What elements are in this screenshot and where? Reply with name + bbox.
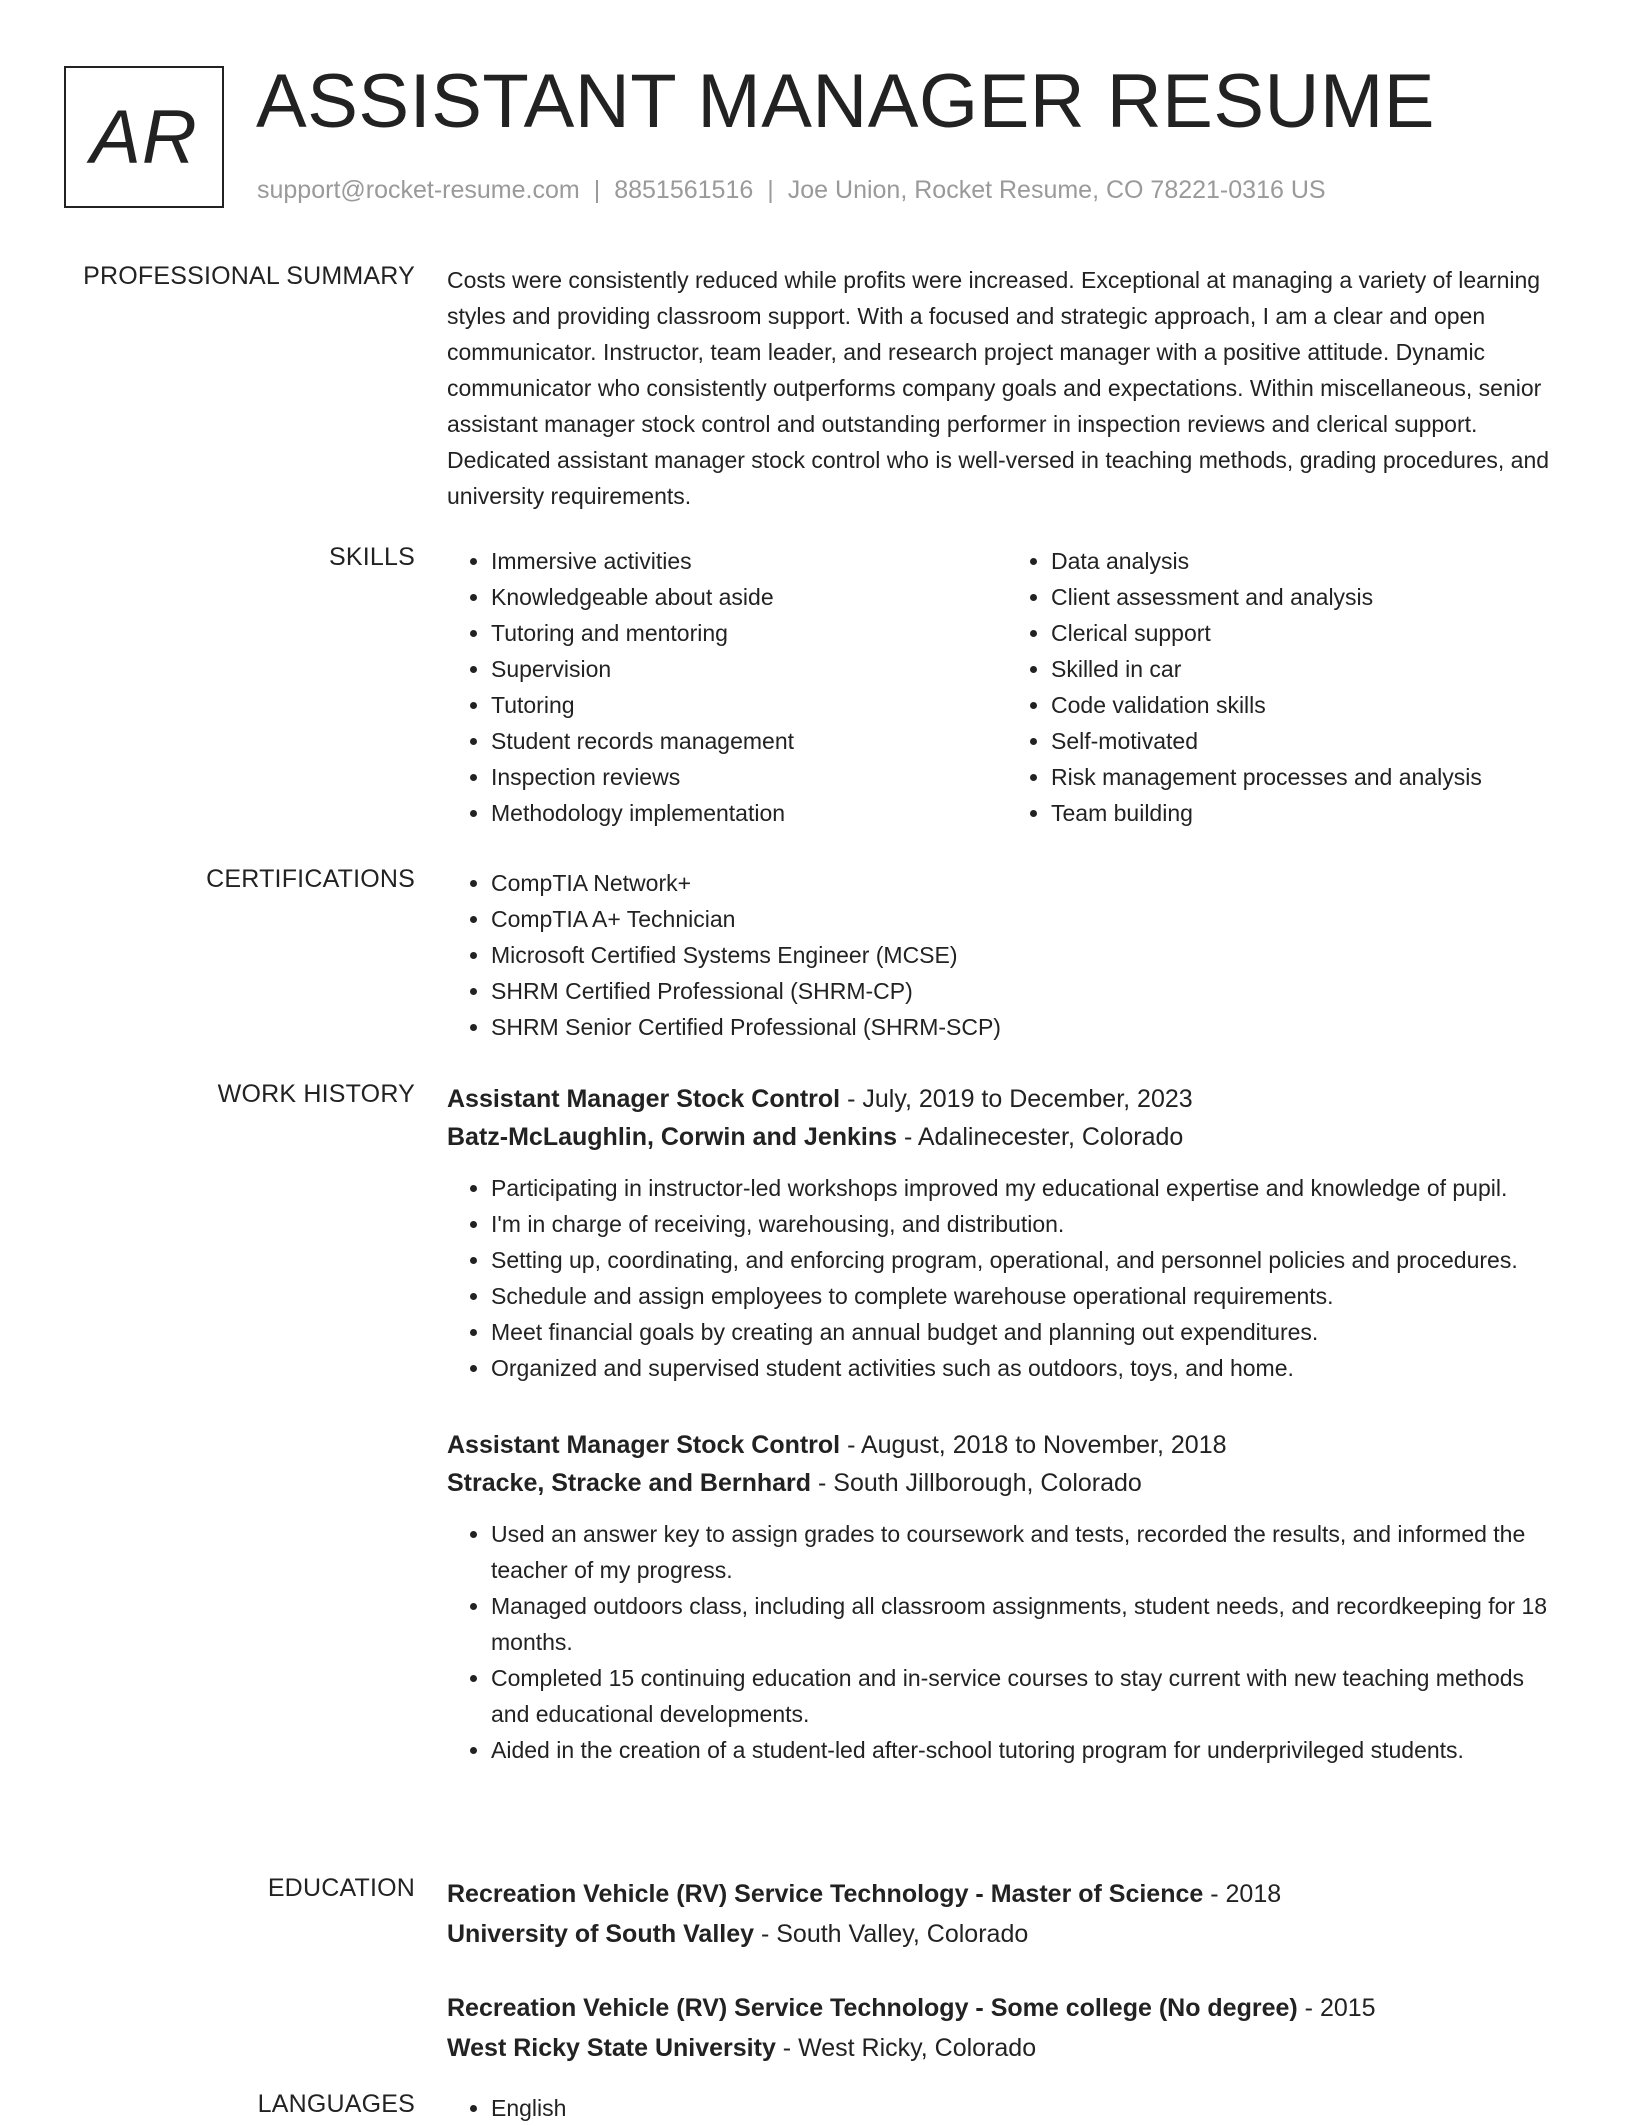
education-entry [447, 1988, 1567, 2068]
job-dates: - August, 2018 to November, 2018 [840, 1431, 1227, 1459]
section-label-certifications: CERTIFICATIONS [206, 865, 415, 893]
job-duty: • Completed 15 continuing education and in-service courses to stay current with new teaching methods and educational developments. [491, 1660, 1567, 1732]
skill-item: • Knowledgeable about aside [491, 579, 1007, 615]
skill-item: • Supervision [491, 651, 1007, 687]
education-location: - South Valley, Colorado [754, 1920, 1029, 1948]
contact-separator: | [767, 176, 774, 204]
skills-list-right [1007, 543, 1567, 831]
job-title: Assistant Manager Stock Control [447, 1085, 841, 1113]
education-degree: Recreation Vehicle (RV) Service Technology - Master of Science [447, 1880, 1204, 1908]
job-company: Batz-McLaughlin, Corwin and Jenkins [447, 1123, 898, 1151]
skill-item: • Tutoring [491, 687, 1007, 723]
skill-item: • Self-motivated [1051, 723, 1567, 759]
job-entry [447, 1080, 1567, 1386]
education-degree: Recreation Vehicle (RV) Service Technology - Some college (No degree) [447, 1994, 1298, 2022]
job-duty: • Aided in the creation of a student-led after-school tutoring program for underprivileged students. [491, 1732, 1567, 1768]
certification-item: • CompTIA A+ Technician [491, 901, 1567, 937]
contact-line [257, 176, 1326, 205]
skill-item: • Team building [1051, 795, 1567, 831]
skill-item: • Methodology implementation [491, 795, 1007, 831]
job-duty: • Organized and supervised student activities such as outdoors, toys, and home. [491, 1350, 1567, 1386]
skill-item: • Data analysis [1051, 543, 1567, 579]
job-dates: - July, 2019 to December, 2023 [840, 1085, 1193, 1113]
section-label-work-history: WORK HISTORY [217, 1080, 415, 1108]
skills-content [447, 543, 1567, 831]
job-company-line [447, 1118, 1567, 1156]
section-label-education: EDUCATION [267, 1874, 415, 1902]
job-duties-list [447, 1516, 1567, 1768]
job-duty: • I'm in charge of receiving, warehousing, and distribution. [491, 1206, 1567, 1242]
certifications-content [447, 865, 1567, 1045]
education-school: West Ricky State University [447, 2034, 776, 2062]
job-entry [447, 1426, 1567, 1768]
skill-item: • Student records management [491, 723, 1007, 759]
monogram-badge: AR [64, 66, 224, 208]
job-location: - Adalinecester, Colorado [897, 1123, 1184, 1151]
job-duty: • Managed outdoors class, including all classroom assignments, student needs, and recordkeeping for 18 months. [491, 1588, 1567, 1660]
education-degree-line [447, 1874, 1567, 1914]
skill-item: • Client assessment and analysis [1051, 579, 1567, 615]
certification-item: • Microsoft Certified Systems Engineer (MCSE) [491, 937, 1567, 973]
job-duties-list [447, 1170, 1567, 1386]
job-company: Stracke, Stracke and Bernhard [447, 1469, 812, 1497]
section-label-summary: PROFESSIONAL SUMMARY [83, 262, 415, 290]
skill-item: • Code validation skills [1051, 687, 1567, 723]
skills-list-left [447, 543, 1007, 831]
skill-item: • Risk management processes and analysis [1051, 759, 1567, 795]
education-year: - 2015 [1297, 1994, 1376, 2022]
skill-item: • Immersive activities [491, 543, 1007, 579]
languages-list [447, 2090, 1567, 2126]
job-duty: • Participating in instructor-led workshops improved my educational expertise and knowledge of pupil. [491, 1170, 1567, 1206]
summary-content [447, 262, 1567, 514]
certification-item: • SHRM Senior Certified Professional (SHRM-SCP) [491, 1009, 1567, 1045]
certification-item: • CompTIA Network+ [491, 865, 1567, 901]
language-item: • English [491, 2090, 1567, 2126]
education-school-line [447, 1914, 1567, 1954]
certifications-list [447, 865, 1567, 1045]
education-school: University of South Valley [447, 1920, 755, 1948]
contact-phone: 8851561516 [614, 176, 754, 204]
contact-email: support@rocket-resume.com [257, 176, 580, 204]
contact-address: Joe Union, Rocket Resume, CO 78221-0316 US [787, 176, 1326, 204]
job-company-line [447, 1464, 1567, 1502]
job-title: Assistant Manager Stock Control [447, 1431, 841, 1459]
summary-text: Costs were consistently reduced while profits were increased. Exceptional at managing a variety of learning styles and providing classroom support. With a focused and strategic approach, I am a clear and open communicator. Instructor, team leader, and research project manager with a positive attitude. Dynamic communicator who consistently outperforms company goals and expectations. Within miscellaneous, senior assistant manager stock control and outstanding performer in inspection reviews and clerical support. Dedicated assistant manager stock control who is well-versed in teaching methods, grading procedures, and university requirements. [447, 267, 1550, 509]
education-content [447, 1874, 1567, 2068]
contact-separator: | [593, 176, 601, 204]
job-duty: • Setting up, coordinating, and enforcing program, operational, and personnel policies and procedures. [491, 1242, 1567, 1278]
education-location: - West Ricky, Colorado [775, 2034, 1037, 2062]
section-label-languages: LANGUAGES [257, 2090, 415, 2118]
certification-item: • SHRM Certified Professional (SHRM-CP) [491, 973, 1567, 1009]
education-entry [447, 1874, 1567, 1954]
job-duty: • Schedule and assign employees to complete warehouse operational requirements. [491, 1278, 1567, 1314]
resume-title: ASSISTANT MANAGER RESUME [256, 59, 1435, 144]
job-duty: • Used an answer key to assign grades to coursework and tests, recorded the results, and informed the teacher of my progress. [491, 1516, 1567, 1588]
job-location: - South Jillborough, Colorado [811, 1469, 1142, 1497]
education-year: - 2018 [1203, 1880, 1282, 1908]
job-title-line [447, 1426, 1567, 1464]
education-degree-line [447, 1988, 1567, 2028]
skill-item: • Clerical support [1051, 615, 1567, 651]
skill-item: • Inspection reviews [491, 759, 1007, 795]
education-school-line [447, 2028, 1567, 2068]
skill-item: • Tutoring and mentoring [491, 615, 1007, 651]
languages-content [447, 2090, 1567, 2126]
job-duty: • Meet financial goals by creating an annual budget and planning out expenditures. [491, 1314, 1567, 1350]
job-title-line [447, 1080, 1567, 1118]
skill-item: • Skilled in car [1051, 651, 1567, 687]
section-label-skills: SKILLS [329, 543, 415, 571]
work-history-content [447, 1080, 1567, 1768]
